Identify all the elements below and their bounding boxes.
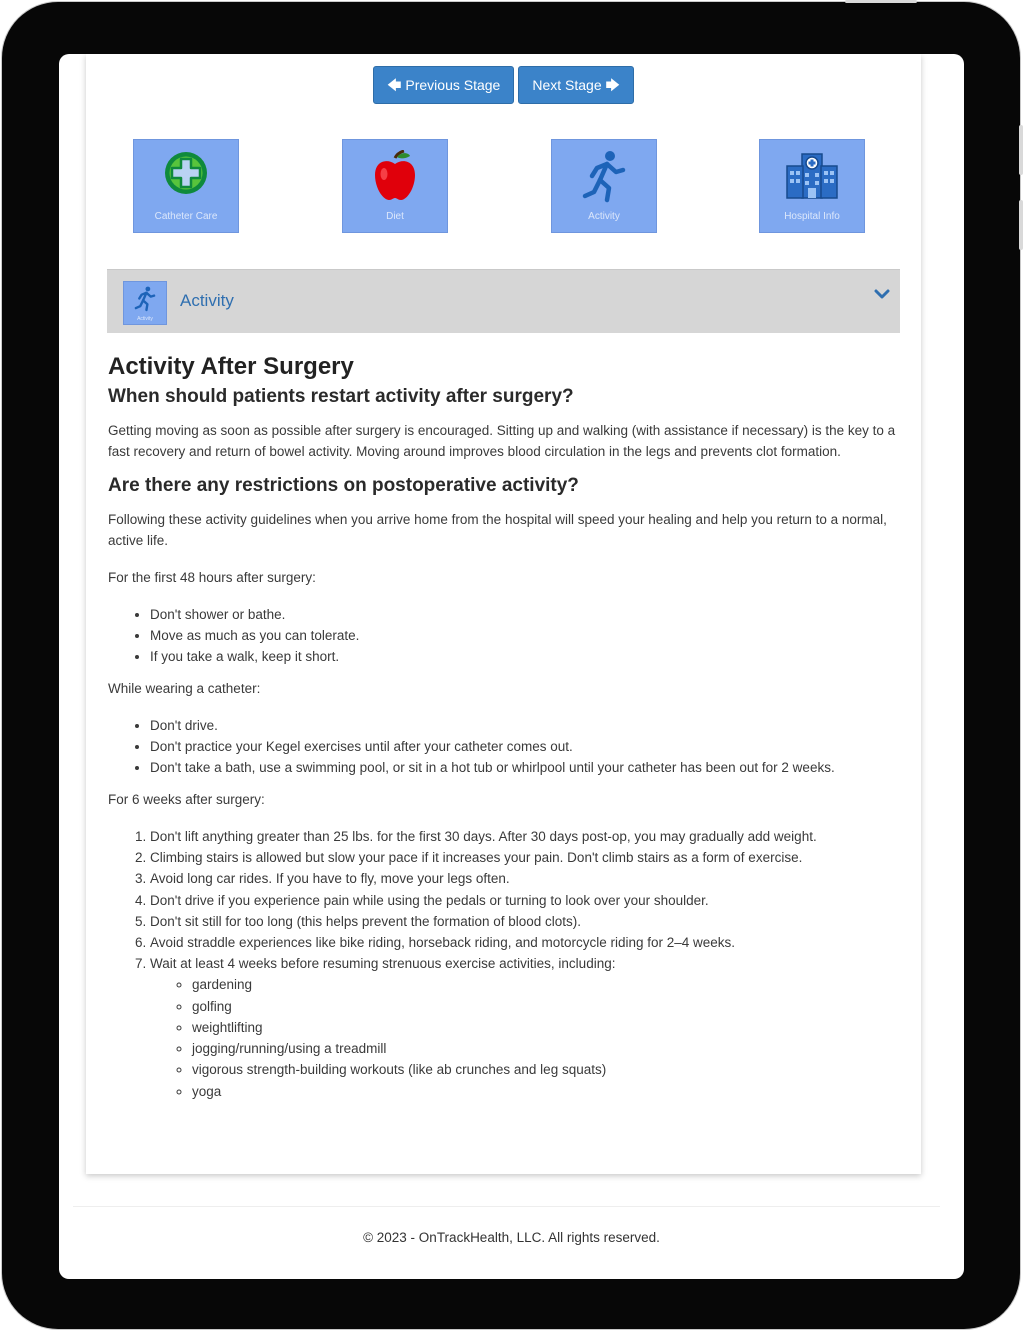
article-content	[108, 352, 900, 1102]
tile-diet[interactable]	[342, 139, 448, 233]
catheter-list	[108, 715, 900, 779]
hospital-building-icon	[784, 150, 840, 200]
previous-stage-button[interactable]	[373, 66, 514, 104]
list-item: • Move as much as you can tolerate.	[150, 625, 900, 646]
content-card	[86, 54, 921, 1174]
list-item: • If you take a walk, keep it short.	[150, 646, 900, 667]
tile-catheter-care[interactable]	[133, 139, 239, 233]
list-item-strenuous	[150, 953, 900, 1101]
six-weeks-list	[108, 826, 900, 1102]
screen	[59, 54, 964, 1279]
list-item: 2. Climbing stairs is allowed but slow your pace if it increases your pain. Don't climb stairs as a form of exercise.	[150, 847, 900, 868]
tile-hospital-info[interactable]	[759, 139, 865, 233]
tile-label: Hospital Info	[784, 211, 840, 222]
activity-accordion-header[interactable]	[107, 269, 900, 333]
footer-divider	[73, 1206, 940, 1207]
first-48-hours-list	[108, 604, 900, 668]
accordion-icon-label: Activity	[137, 316, 153, 322]
list-item: 3. Avoid long car rides. If you have to fly, move your legs often.	[150, 868, 900, 889]
stage-navigation	[86, 66, 921, 104]
accordion-title: Activity	[180, 291, 234, 310]
catheter-intro: While wearing a catheter:	[108, 680, 261, 696]
arrow-right-icon: 🡆	[605, 77, 620, 93]
tablet-side-button-bottom	[1019, 200, 1023, 250]
page-title: Activity After Surgery	[108, 353, 354, 380]
tile-activity[interactable]	[551, 139, 657, 233]
question-heading-restrictions: Are there any restrictions on postoperative activity?	[108, 474, 579, 496]
paragraph-guidelines: Following these activity guidelines when you arrive home from the hospital will speed your healing and help you return to a normal, active life.	[108, 511, 887, 549]
list-item: • Don't drive.	[150, 715, 860, 736]
next-stage-label: Next Stage	[532, 77, 602, 93]
list-item: • Don't shower or bathe.	[150, 604, 900, 625]
first-48-hours-intro: For the first 48 hours after surgery:	[108, 569, 316, 585]
tablet-top-button	[845, 0, 917, 3]
list-item: • Don't take a bath, use a swimming pool, or sit in a hot tub or whirlpool until your catheter has been out for 2 weeks.	[150, 757, 860, 778]
list-item-text: Wait at least 4 weeks before resuming strenuous exercise activities, including:	[150, 956, 616, 972]
previous-stage-label: Previous Stage	[405, 77, 501, 93]
list-item: ◦ vigorous strength-building workouts (like ab crunches and leg squats)	[192, 1059, 900, 1080]
list-item: 1. Don't lift anything greater than 25 lbs. for the first 30 days. After 30 days post-op, you may gradually add weight.	[150, 826, 900, 847]
list-item: ◦ gardening	[192, 974, 900, 995]
running-person-icon	[134, 286, 156, 312]
tile-label: Catheter Care	[154, 211, 218, 222]
six-weeks-intro: For 6 weeks after surgery:	[108, 791, 265, 807]
list-item: ◦ weightlifting	[192, 1017, 900, 1038]
list-item: ◦ golfing	[192, 996, 900, 1017]
running-person-icon	[581, 150, 627, 204]
arrow-left-icon: 🡄	[387, 77, 402, 93]
tile-label: Activity	[588, 211, 620, 222]
paragraph-restart: Getting moving as soon as possible after surgery is encouraged. Sitting up and walking (with assistance if necessary) is the key to a fast recovery and return of bowel activity. Moving around improves blood circulation in the legs and prevents clot formation.	[108, 423, 896, 460]
tablet-side-button-top	[1019, 125, 1023, 175]
accordion-tile-icon	[123, 281, 167, 325]
tile-label: Diet	[386, 211, 404, 222]
apple-icon	[371, 150, 419, 202]
list-item: ◦ jogging/running/using a treadmill	[192, 1038, 900, 1059]
chevron-down-icon[interactable]	[874, 288, 890, 300]
question-heading-restart: When should patients restart activity after surgery?	[108, 386, 574, 407]
list-item: ◦ yoga	[192, 1081, 900, 1102]
list-item: 4. Don't drive if you experience pain while using the pedals or turning to look over your shoulder.	[150, 890, 900, 911]
list-item: 5. Don't sit still for too long (this helps prevent the formation of blood clots).	[150, 911, 900, 932]
exercise-sublist	[150, 974, 900, 1101]
medical-cross-icon	[163, 150, 209, 196]
footer-copyright: © 2023 - OnTrackHealth, LLC. All rights reserved.	[363, 1230, 660, 1245]
list-item: • Don't practice your Kegel exercises until after your catheter comes out.	[150, 736, 860, 757]
list-item: 6. Avoid straddle experiences like bike riding, horseback riding, and motorcycle riding for 2–4 weeks.	[150, 932, 900, 953]
next-stage-button[interactable]	[518, 66, 634, 104]
